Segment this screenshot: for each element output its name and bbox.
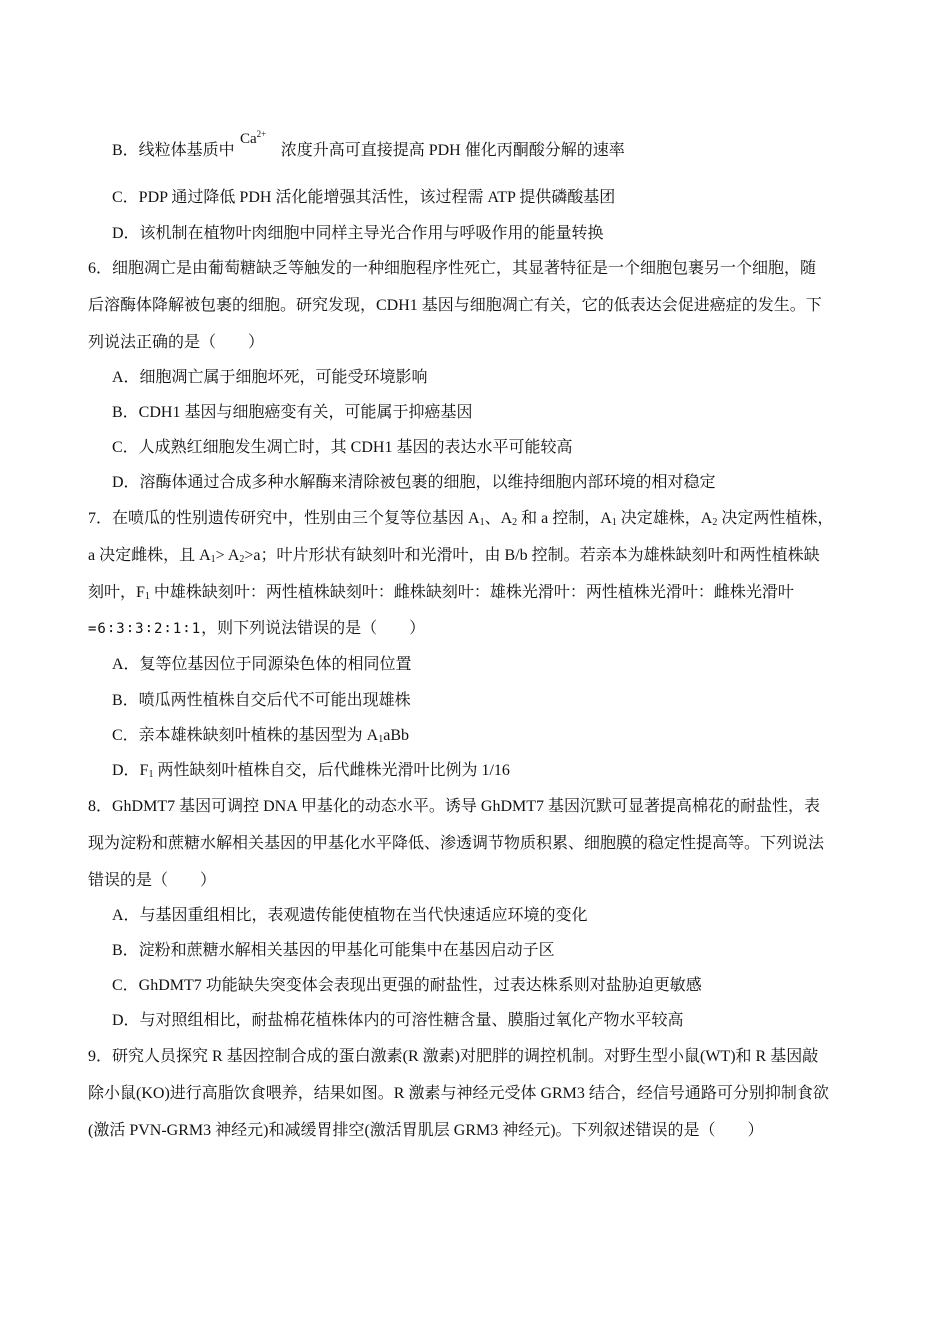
q8-stem-line1: 8．GhDMT7 基因可调控 DNA 甲基化的动态水平。诱导 GhDMT7 基因沉默可显著提高棉花的耐盐性，表 — [88, 798, 821, 815]
calcium-ion-formula: $Ca^{2+}$ — [240, 129, 267, 147]
q8-stem-line2: 现为淀粉和蔗糖水解相关基因的甲基化水平降低、渗透调节物质积累、细胞膜的稳定性提高等。下列说法 — [88, 835, 825, 852]
q8-option-b: B．淀粉和蔗糖水解相关基因的甲基化可能集中在基因启动子区 — [112, 942, 555, 959]
q6-stem-line1: 6．细胞凋亡是由葡萄糖缺乏等触发的一种细胞程序性死亡，其显著特征是一个细胞包裹另一个细胞，随 — [88, 260, 817, 277]
q7-stem-line2: a 决定雌株，且 $A_1> A_2>a$；叶片形状有缺刻叶和光滑叶，由 B/b 控制。若亲本为雄株缺刻叶和两性植株缺 — [88, 547, 820, 565]
q9-stem-line1: 9．研究人员探究 R 基因控制合成的蛋白激素(R 激素)对肥胖的调控机制。对野生型小鼠(WT)和 R 基因敲 — [88, 1048, 819, 1065]
q9-stem-line3: (激活 PVN-GRM3 神经元)和减缓胃排空(激活胃肌层 GRM3 神经元)。下列叙述错误的是（ ） — [88, 1122, 764, 1139]
q8-option-c: C．GhDMT7 功能缺失突变体会表现出更强的耐盐性，过表达株系则对盐胁迫更敏感 — [112, 977, 702, 994]
q7-ratio: =6∶3∶3∶2∶1∶1 — [88, 621, 202, 637]
q6-option-c: C．人成熟红细胞发生凋亡时，其 CDH1 基因的表达水平可能较高 — [112, 439, 573, 456]
q5-option-b-text-pre: B．线粒体基质中 — [112, 142, 235, 159]
q5-option-c: C．PDP 通过降低 PDH 活化能增强其活性，该过程需 ATP 提供磷酸基团 — [112, 189, 616, 206]
q7-option-c: C．亲本雄株缺刻叶植株的基因型为 $A_1aBb$ — [112, 727, 410, 745]
q7-stem-line4: =6∶3∶3∶2∶1∶1，则下列说法错误的是（ ） — [88, 620, 426, 637]
q5-option-b — [112, 140, 625, 162]
q7-stem-line3: 刻叶，$F_1$ 中雄株缺刻叶：两性植株缺刻叶：雌株缺刻叶：雄株光滑叶：两性植株光滑叶：雌株光滑叶 — [88, 584, 794, 602]
q6-option-d: D．溶酶体通过合成多种水解酶来清除被包裹的细胞，以维持细胞内部环境的相对稳定 — [112, 474, 716, 491]
q6-stem-line3: 列说法正确的是（ ） — [88, 334, 265, 351]
q8-option-d: D．与对照组相比，耐盐棉花植株体内的可溶性糖含量、膜脂过氧化产物水平较高 — [112, 1012, 684, 1029]
q8-option-a: A．与基因重组相比，表观遗传能使植物在当代快速适应环境的变化 — [112, 907, 588, 924]
q7-stem-line1: 7．在喷瓜的性别遗传研究中，性别由三个复等位基因 $A_1$、$A_2$ 和 a 控制，$A_1$ 决定雄株，$A_2$ 决定两性植株， — [88, 510, 834, 528]
q6-option-b: B．CDH1 基因与细胞癌变有关，可能属于抑癌基因 — [112, 404, 473, 421]
q7-option-d: D．$F_1$ 两性缺刻叶植株自交，后代雌株光滑叶比例为 1/16 — [112, 762, 510, 780]
q7-option-a: A．复等位基因位于同源染色体的相同位置 — [112, 656, 412, 673]
q9-stem-line2: 除小鼠(KO)进行高脂饮食喂养，结果如图。R 激素与神经元受体 GRM3 结合，经信号通路可分别抑制食欲 — [88, 1085, 829, 1102]
q7-option-b: B．喷瓜两性植株自交后代不可能出现雄株 — [112, 692, 411, 709]
q6-stem-line2: 后溶酶体降解被包裹的细胞。研究发现，CDH1 基因与细胞凋亡有关，它的低表达会促进癌症的发生。下 — [88, 297, 822, 314]
q8-stem-line3: 错误的是（ ） — [88, 872, 217, 889]
q6-option-a: A．细胞凋亡属于细胞坏死，可能受环境影响 — [112, 369, 428, 386]
q5-option-d: D．该机制在植物叶肉细胞中同样主导光合作用与呼吸作用的能量转换 — [112, 225, 604, 242]
q5-option-b-text-post: 浓度升高可直接提高 PDH 催化丙酮酸分解的速率 — [280, 142, 625, 159]
